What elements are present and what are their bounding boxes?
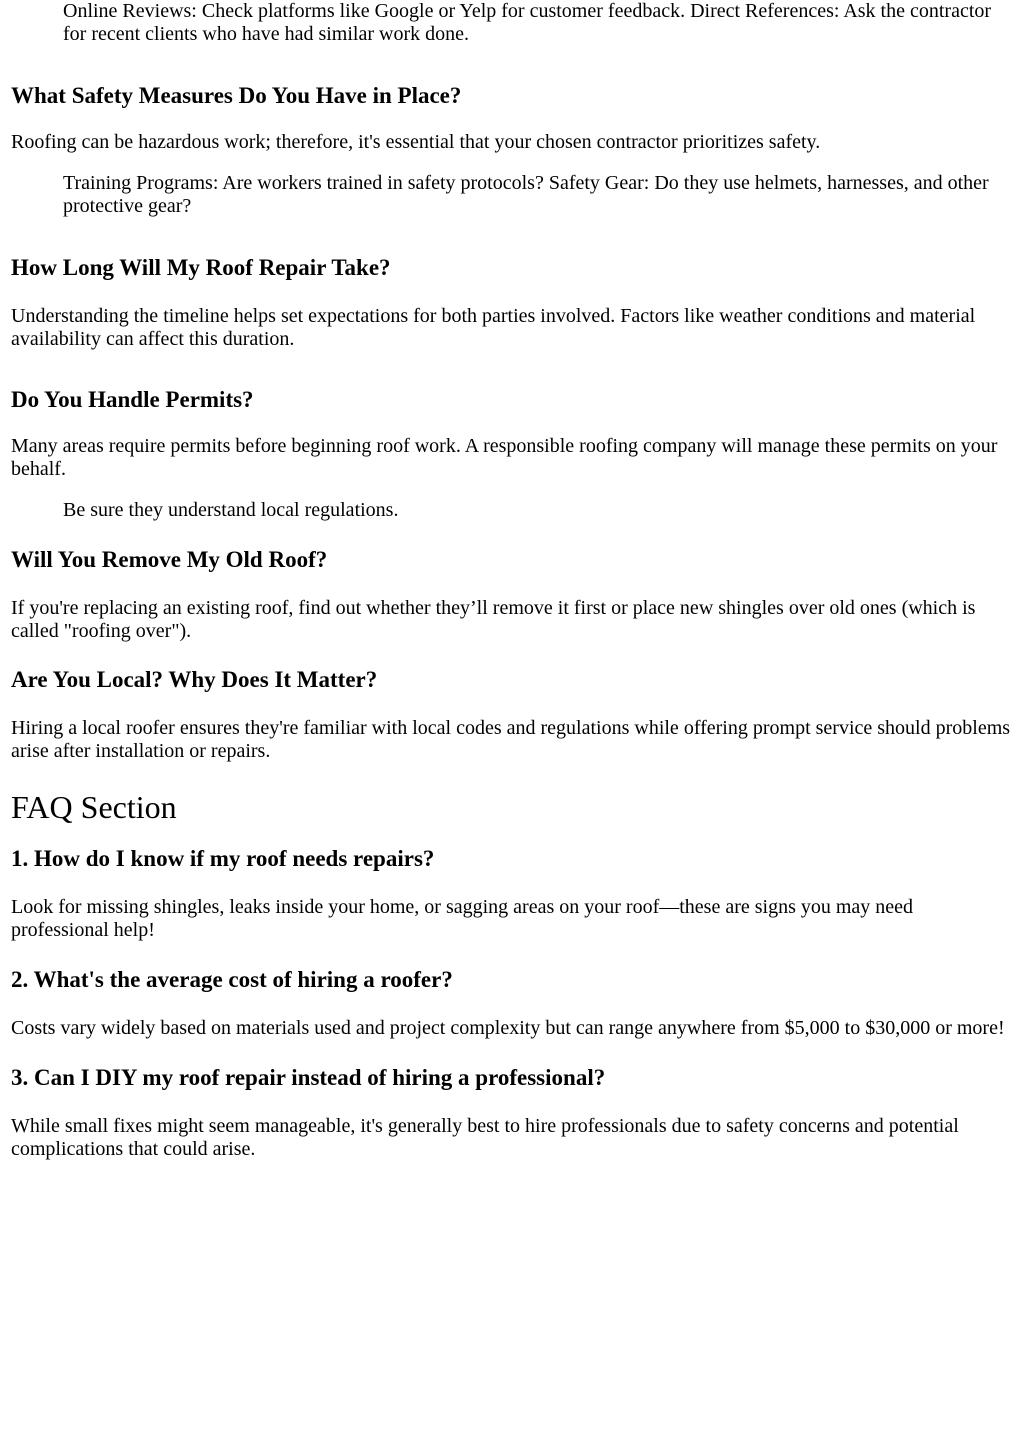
section-heading-permits: Do You Handle Permits? [11, 387, 254, 412]
safety-quote: Training Programs: Are workers trained in safety protocols? Safety Gear: Do they use helmets, harnesses, and other protective gear? [63, 172, 989, 217]
faq-title: FAQ Section [11, 789, 177, 825]
section-heading-old-roof: Will You Remove My Old Roof? [11, 547, 328, 572]
faq-answer: Costs vary widely based on materials used and project complexity but can range anywhere from $5,000 to $30,000 or more! [11, 1017, 1005, 1039]
section-body-safety: Roofing can be hazardous work; therefore, it's essential that your chosen contractor prioritizes safety. [11, 131, 821, 153]
section-heading-safety: What Safety Measures Do You Have in Place? [11, 83, 462, 108]
section-body-permits: Many areas require permits before beginning roof work. A responsible roofing company will manage these permits on your behalf. [11, 435, 998, 480]
section-body-timeline: Understanding the timeline helps set expectations for both parties involved. Factors like weather conditions and material availability can affect this duration. [11, 305, 976, 350]
section-body-old-roof: If you're replacing an existing roof, find out whether they’ll remove it first or place new shingles over old ones (which is called "roofing over"). [11, 597, 976, 642]
section-heading-timeline: How Long Will My Roof Repair Take? [11, 255, 391, 280]
faq-question: 3. Can I DIY my roof repair instead of hiring a professional? [11, 1065, 606, 1090]
faq-question: 1. How do I know if my roof needs repairs? [11, 846, 435, 871]
faq-answer: Look for missing shingles, leaks inside your home, or sagging areas on your roof—these are signs you may need professional help! [11, 896, 914, 941]
faq-answer: While small fixes might seem manageable, it's generally best to hire professionals due to safety concerns and potential complications that could arise. [11, 1115, 959, 1160]
section-body-local: Hiring a local roofer ensures they're familiar with local codes and regulations while offering prompt service should problems arise after installation or repairs. [11, 717, 1011, 762]
section-heading-local: Are You Local? Why Does It Matter? [11, 667, 378, 692]
permits-quote: Be sure they understand local regulations. [63, 499, 399, 521]
references-quote: Online Reviews: Check platforms like Google or Yelp for customer feedback. Direct References: Ask the contractor for recent clients who have had similar work done. [63, 0, 992, 45]
faq-question: 2. What's the average cost of hiring a roofer? [11, 967, 453, 992]
